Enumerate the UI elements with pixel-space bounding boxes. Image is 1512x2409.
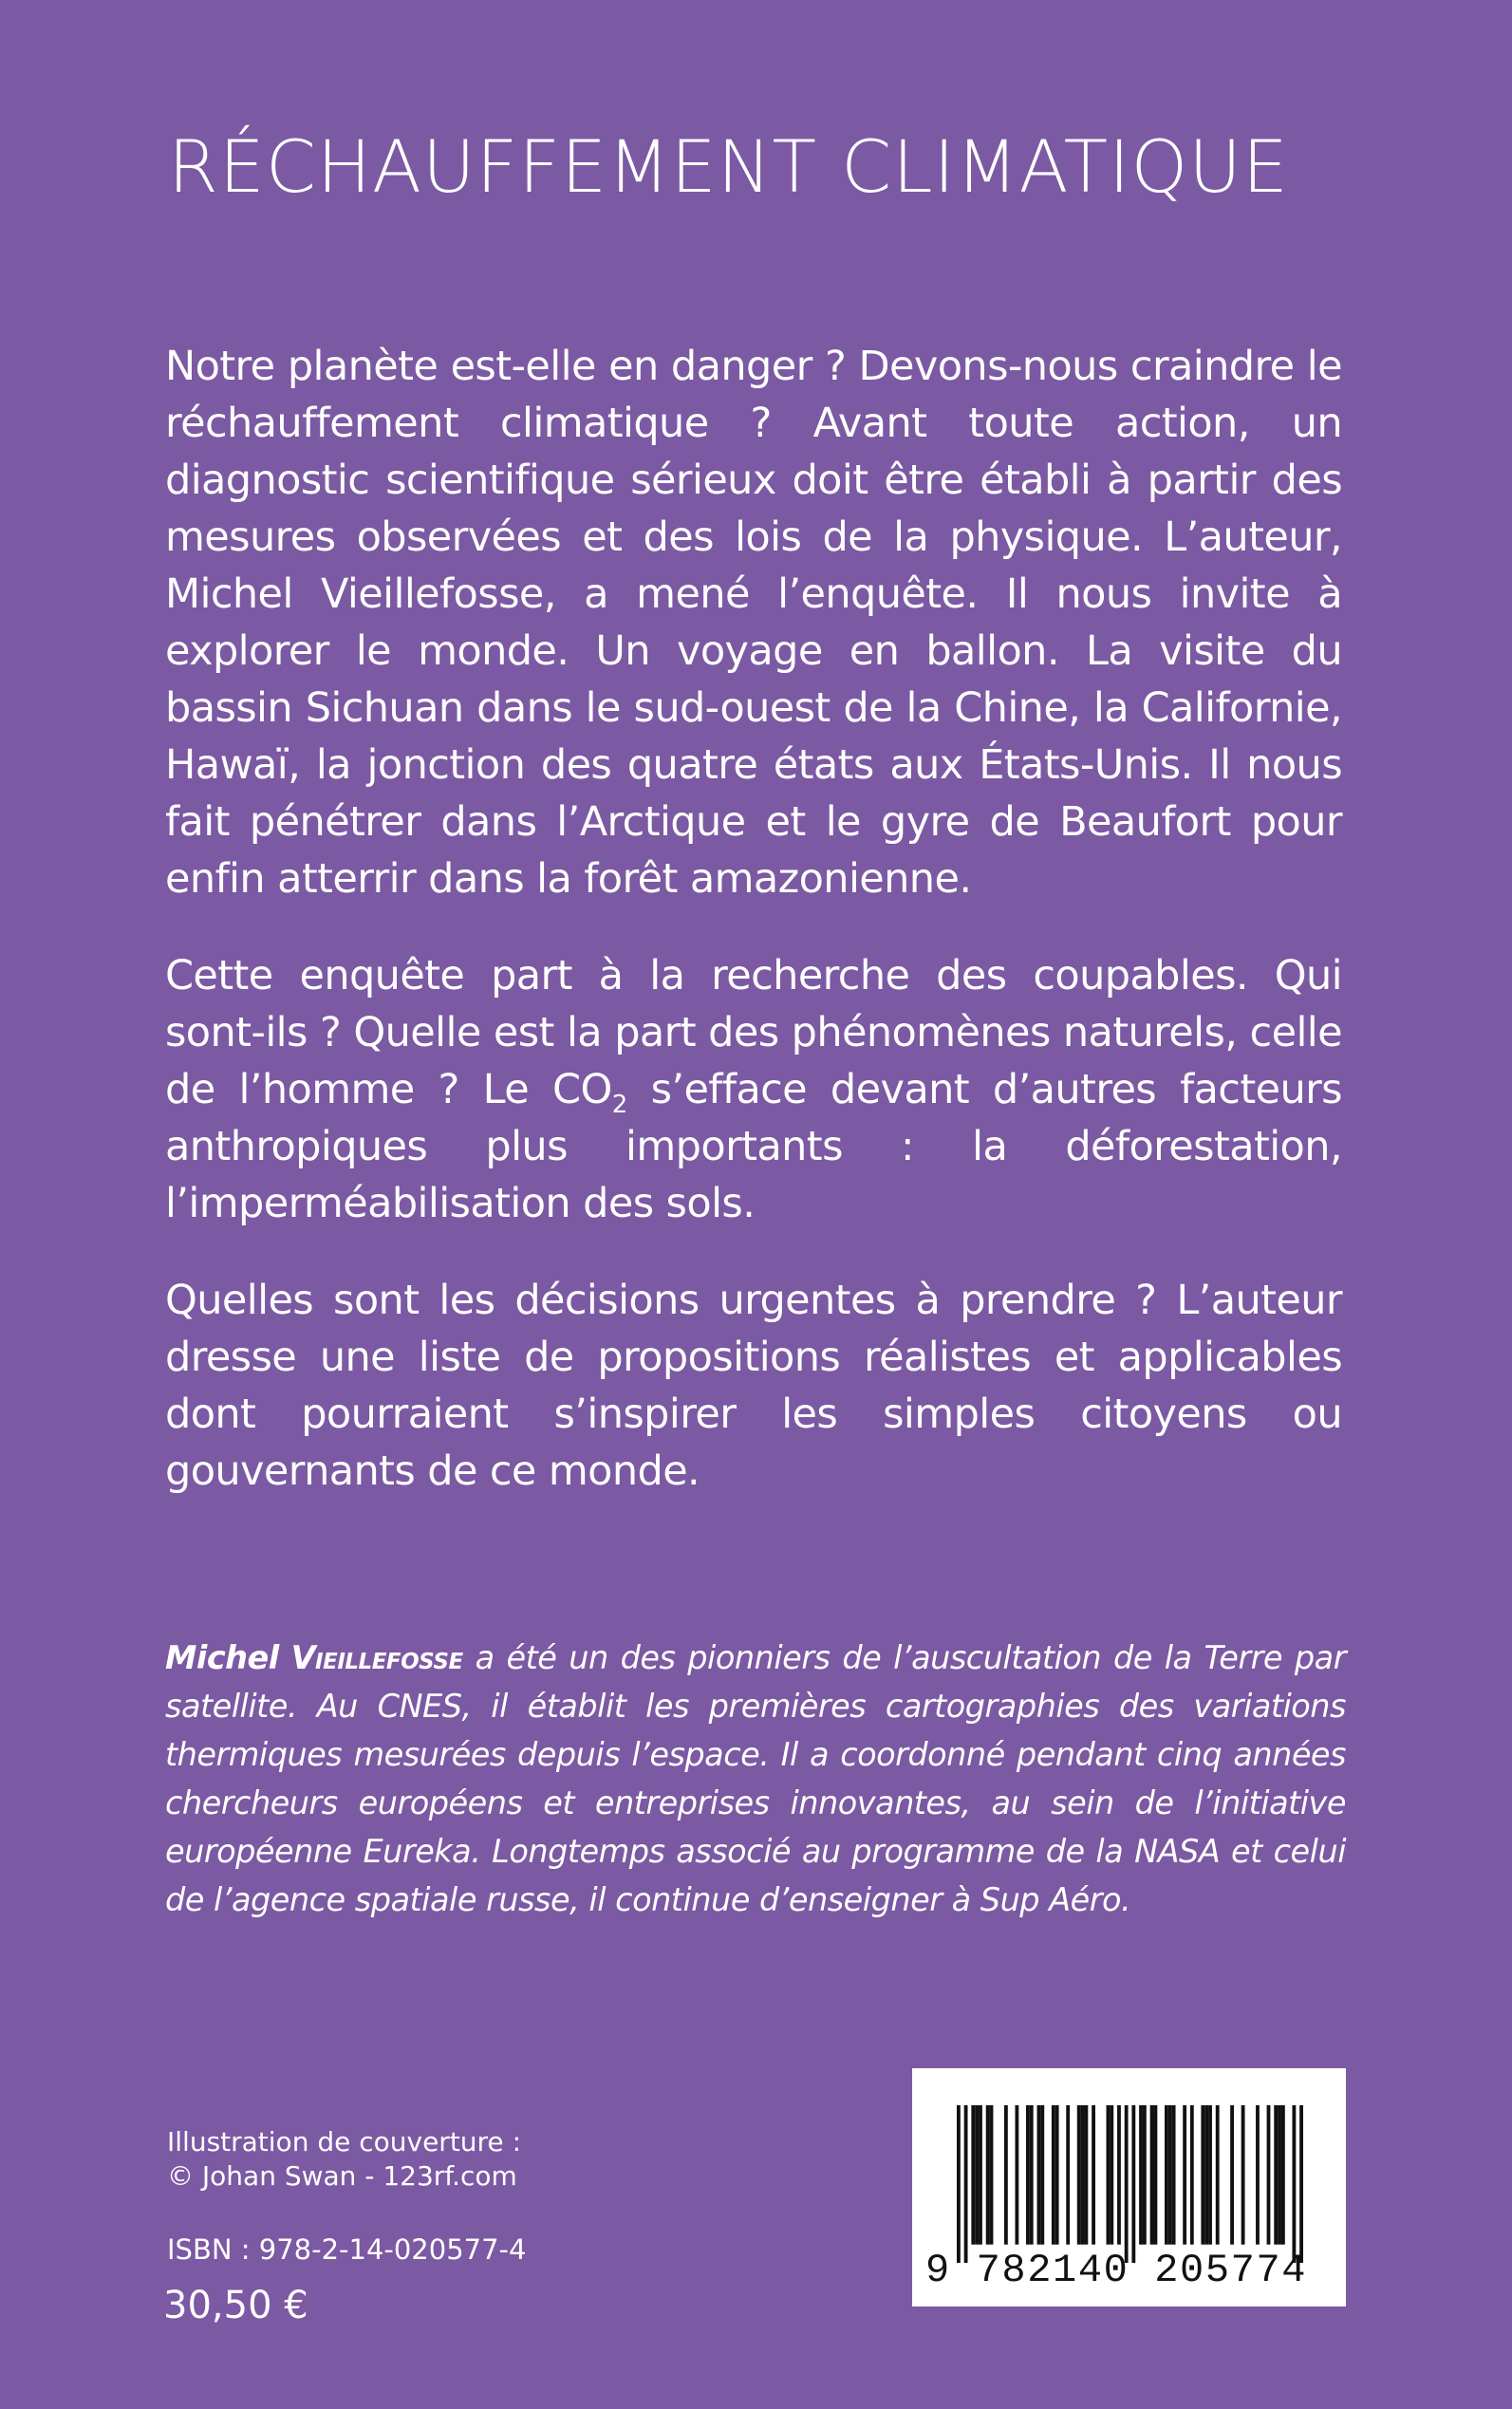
barcode-bar xyxy=(1107,2105,1111,2245)
barcode-bar xyxy=(1153,2105,1157,2245)
illustration-credit-label: Illustration de couverture : xyxy=(167,2126,521,2157)
summary-text: s’efface devant d’autres facteurs anthropiques plus importants : la déforestation, l’imperméabilisation des sols. xyxy=(165,1066,1342,1227)
author-bio xyxy=(165,1634,1346,1924)
barcode-bar xyxy=(1084,2105,1088,2245)
barcode-bar xyxy=(1230,2105,1234,2245)
summary-paragraph: Notre planète est-elle en danger ? Devons-nous craindre le réchauffement climatique ? Avant toute action, un diagnostic scientifique sérieux doit être établi à partir des mesures observées et des lois de la physique. L’auteur, Michel Vieillefosse, a mené l’enquête. Il nous invite à explorer le monde. Un voyage en ballon. La visite du bassin Sichuan dans le sud-ouest de la Chine, la Californie, Hawaï, la jonction des quatre états aux États-Unis. Il nous fait pénétrer dans l’Arctique et le gyre de Beaufort pour enfin atterrir dans la forêt amazonienne. xyxy=(165,343,1342,903)
barcode-digits: 9 782140 205774 xyxy=(925,2248,1308,2293)
barcode-bar xyxy=(1278,2105,1281,2245)
illustration-credit xyxy=(167,2125,521,2194)
illustration-credit-source: © Johan Swan - 123rf.com xyxy=(167,2160,517,2192)
barcode-bar xyxy=(986,2105,990,2245)
barcode-bar xyxy=(1256,2105,1260,2245)
barcode-bar xyxy=(1055,2105,1059,2245)
author-surname: Vieillefosse xyxy=(290,1639,463,1676)
barcode-bar xyxy=(1066,2105,1070,2245)
barcode-bar xyxy=(1292,2105,1296,2263)
bio-text: a été un des pionniers de l’auscultation de la Terre par satellite. Au CNES, il établit les premières cartographies des variations thermiques mesurées depuis l’espace. Il a coordonné pendant cinq années chercheurs européens et entreprises innovantes, au sein de l’initiative européenne Eureka. Longtemps associé au programme de la NASA et celui de l’agence spatiale russe, il continue d’enseigner à Sup Aéro. xyxy=(165,1639,1346,1918)
barcode-bar xyxy=(1026,2105,1030,2245)
barcode-bar xyxy=(1015,2105,1018,2245)
co2-subscript: 2 xyxy=(611,1091,627,1119)
barcode-bar xyxy=(1281,2105,1285,2245)
barcode-bar xyxy=(1052,2105,1055,2245)
isbn: ISBN : 978-2-14-020577-4 xyxy=(167,2233,527,2266)
barcode-bar xyxy=(1165,2105,1168,2245)
barcode-bar xyxy=(1150,2105,1154,2245)
barcode-bar xyxy=(1077,2105,1081,2245)
summary xyxy=(165,338,1342,1540)
barcode-bar xyxy=(1172,2105,1176,2245)
barcode xyxy=(912,2068,1346,2306)
barcode-bar xyxy=(1081,2105,1085,2245)
barcode-bar xyxy=(1125,2105,1129,2263)
summary-paragraph: Quelles sont les décisions urgentes à prendre ? L’auteur dresse une liste de propositions réalistes et applicables dont pourraient s’inspirer les simples citoyens ou gouvernants de ce monde. xyxy=(165,1277,1342,1495)
barcode-bar xyxy=(1267,2105,1271,2245)
summary-text: Cette enquête part à la recherche des coupables. Qui sont-ils ? Quelle est la part des phénomènes naturels, celle de l’homme ? Le CO xyxy=(165,952,1342,1113)
barcode-bar xyxy=(1190,2105,1194,2245)
barcode-bar xyxy=(957,2105,961,2263)
barcode-bar xyxy=(1117,2105,1121,2245)
barcode-bar xyxy=(1299,2105,1303,2263)
barcode-bars xyxy=(957,2105,1303,2263)
barcode-bar xyxy=(964,2105,968,2263)
barcode-bar xyxy=(1204,2105,1208,2245)
barcode-bar xyxy=(1208,2105,1212,2245)
barcode-bar xyxy=(1030,2105,1034,2245)
barcode-bar xyxy=(1040,2105,1044,2245)
barcode-bar xyxy=(1131,2105,1135,2263)
book-title: RÉCHAUFFEMENT CLIMATIQUE xyxy=(168,124,1289,209)
barcode-bar xyxy=(1183,2105,1186,2245)
price: 30,50 € xyxy=(163,2284,308,2327)
barcode-bar xyxy=(979,2105,982,2245)
barcode-bar xyxy=(1139,2105,1143,2245)
barcode-bar xyxy=(990,2105,994,2245)
barcode-bar xyxy=(1110,2105,1113,2245)
barcode-bar xyxy=(1274,2105,1278,2245)
barcode-bar xyxy=(1092,2105,1095,2245)
barcode-bar xyxy=(1168,2105,1172,2245)
barcode-bar xyxy=(1241,2105,1245,2245)
barcode-bar xyxy=(975,2105,979,2245)
barcode-bar xyxy=(1201,2105,1204,2245)
barcode-bar xyxy=(1037,2105,1041,2245)
barcode-bar xyxy=(1143,2105,1147,2245)
barcode-bar xyxy=(1004,2105,1008,2245)
author-first-name: Michel xyxy=(165,1639,279,1676)
barcode-bar xyxy=(1216,2105,1220,2245)
barcode-bar xyxy=(971,2105,975,2245)
summary-paragraph xyxy=(165,947,1342,1232)
